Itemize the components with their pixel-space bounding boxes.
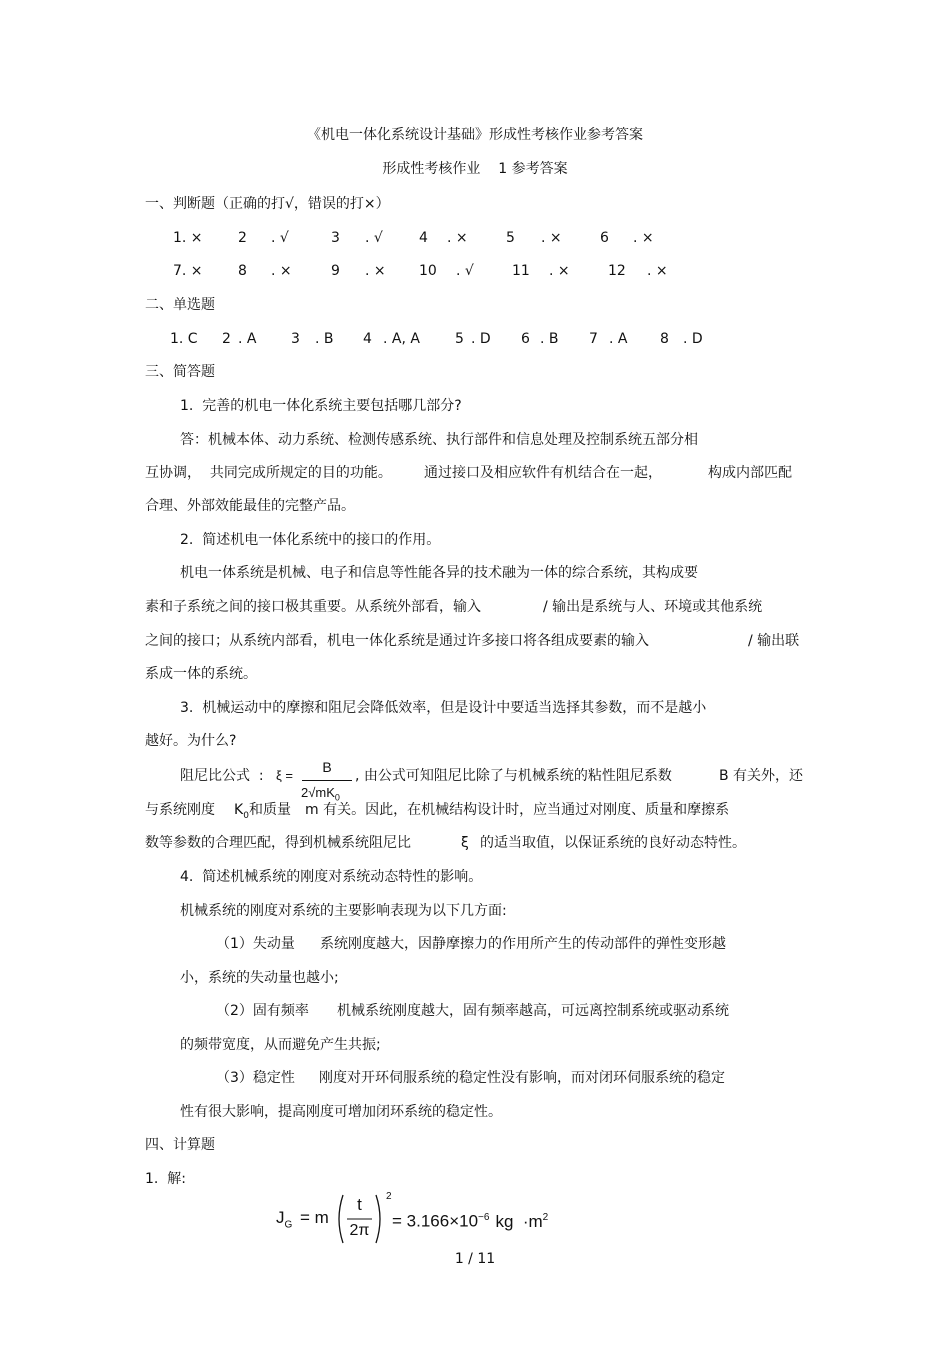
- answer-item: 10: [419, 263, 437, 279]
- answer-2-line: 素和子系统之间的接口极其重要。从系统外部看，输入: [145, 599, 481, 615]
- answer-item: . ×: [633, 230, 654, 246]
- question-2: 2. 简述机电一体化系统中的接口的作用。: [180, 532, 441, 548]
- answer-item: 1. C: [170, 331, 198, 347]
- fraction-bar: [302, 780, 352, 781]
- formula-fraction-numerator: t: [357, 1195, 362, 1214]
- answer-item: . ×: [365, 263, 386, 279]
- answer-1-line: 合理、外部效能最佳的完整产品。: [145, 498, 355, 514]
- answer-item: 3: [331, 230, 340, 246]
- answer-1-line: 互协调， 共同完成所规定的目的功能。: [145, 465, 392, 481]
- damping-explanation: , 由公式可知阻尼比除了与机械系统的粘性阻尼系数: [355, 768, 672, 784]
- answer-item: 8: [660, 331, 669, 347]
- section-heading-calculation: 四、计算题: [145, 1137, 215, 1153]
- answer-item: 12: [608, 263, 626, 279]
- answer-item: . √: [365, 230, 383, 246]
- document-subtitle: 形成性考核作业 1 参考答案: [382, 161, 568, 177]
- answer-item: . ×: [647, 263, 668, 279]
- stiffness-symbol: [234, 801, 249, 825]
- formula-unit-exponent: 2: [542, 1212, 549, 1223]
- answer-item: 2: [222, 331, 231, 347]
- document-title: 《机电一体化系统设计基础》形成性考核作业参考答案: [307, 127, 643, 143]
- question-3-line: 越好。为什么?: [145, 733, 237, 749]
- answer-item: . A, A: [383, 331, 420, 347]
- answer-1-line: 答：机械本体、动力系统、检测传感系统、执行部件和信息处理及控制系统五部分相: [180, 432, 698, 448]
- denominator-subscript: 0: [334, 792, 340, 803]
- answer-item: . ×: [447, 230, 468, 246]
- stiffness-letter: K: [234, 802, 244, 818]
- question-4: 4. 简述机械系统的刚度对系统动态特性的影响。: [180, 869, 483, 885]
- answer-3-line: 和质量: [249, 802, 291, 818]
- answer-4-point-text: 的频带宽度，从而避免产生共振;: [180, 1037, 381, 1053]
- formula-rhs: [392, 1208, 548, 1232]
- answer-4-point-text: 小，系统的失动量也越小;: [180, 970, 339, 986]
- answer-item: 6: [521, 331, 530, 347]
- formula-exponent: 2: [386, 1191, 392, 1202]
- answer-item: . ×: [541, 230, 562, 246]
- answer-2-line: / 输出联: [748, 633, 800, 649]
- answer-item: . A: [609, 331, 628, 347]
- answer-4-point-text: 刚度对开环伺服系统的稳定性没有影响，而对闭环伺服系统的稳定: [319, 1070, 725, 1086]
- formula-lhs-symbol: J: [276, 1208, 285, 1227]
- answer-item: . D: [683, 331, 703, 347]
- answer-item: . ×: [549, 263, 570, 279]
- answer-1-line: 构成内部匹配: [708, 465, 792, 481]
- answer-item: 4: [419, 230, 428, 246]
- section-heading-true-false: 一、判断题（正确的打√，错误的打×）: [145, 196, 390, 212]
- answer-item: 1. ×: [173, 230, 203, 246]
- answer-3-line: 与系统刚度: [145, 802, 215, 818]
- answer-item: 9: [331, 263, 340, 279]
- answer-4-point-text: 系统刚度越大，因静摩擦力的作用所产生的传动部件的弹性变形越: [320, 936, 726, 952]
- answer-item: 7: [589, 331, 598, 347]
- answer-2-line: 机电一体系统是机械、电子和信息等性能各异的技术融为一体的综合系统，其构成要: [180, 565, 698, 581]
- answer-item: . D: [471, 331, 491, 347]
- answer-2-line: 系成一体的系统。: [145, 666, 257, 682]
- answer-item: 6: [600, 230, 609, 246]
- answer-item: 3: [291, 331, 300, 347]
- denominator-text: 2√mK: [301, 785, 335, 800]
- answer-item: 2: [238, 230, 247, 246]
- formula-rhs-value: = 3.166×10: [392, 1211, 479, 1231]
- section-heading-single-choice: 二、单选题: [145, 297, 215, 313]
- answer-4-point-text: 机械系统刚度越大，固有频率越高，可远离控制系统或驱动系统: [337, 1003, 729, 1019]
- answer-item: 5: [455, 331, 464, 347]
- answer-4-point-text: 性有很大影响，提高刚度可增加闭环系统的稳定性。: [180, 1104, 502, 1120]
- answer-item: . ×: [271, 263, 292, 279]
- damping-ratio-symbol: ξ =: [276, 768, 294, 783]
- answer-item: . A: [238, 331, 257, 347]
- calculation-1-label: 1. 解:: [145, 1171, 186, 1187]
- answer-4-intro: 机械系统的刚度对系统的主要影响表现为以下几方面:: [180, 903, 507, 919]
- formula-unit: kg ·m: [495, 1211, 543, 1231]
- answer-2-line: 之间的接口；从系统内部看，机电一体化系统是通过许多接口将各组成要素的输入: [145, 633, 649, 649]
- formula-equals-m: = m: [300, 1208, 329, 1227]
- answer-3-line: 数等参数的合理匹配，得到机械系统阻尼比: [145, 835, 411, 851]
- answer-item: . √: [456, 263, 474, 279]
- formula-lhs-subscript: G: [284, 1219, 293, 1231]
- answer-item: 7. ×: [173, 263, 203, 279]
- formula-lhs: [276, 1208, 292, 1235]
- answer-item: . B: [315, 331, 334, 347]
- answer-4-point-label: （3）稳定性: [216, 1070, 295, 1086]
- answer-item: . √: [271, 230, 289, 246]
- answer-item: 5: [506, 230, 515, 246]
- answer-4-point-label: （1）失动量: [216, 936, 295, 952]
- page-number: 1 / 11: [454, 1251, 496, 1267]
- answer-2-line: / 输出是系统与人、环境或其他系统: [543, 599, 763, 615]
- question-1: 1. 完善的机电一体化系统主要包括哪几部分?: [180, 398, 462, 414]
- damping-formula-lead: 阻尼比公式 :: [180, 768, 264, 784]
- damping-ratio-symbol-inline: ξ: [461, 835, 469, 851]
- damping-explanation-b: B 有关外，还: [719, 768, 804, 784]
- answer-3-line: 的适当取值，以保证系统的良好动态特性。: [480, 835, 746, 851]
- answer-item: 4: [363, 331, 372, 347]
- formula-numerator: B: [322, 759, 332, 775]
- answer-4-point-label: （2）固有频率: [216, 1003, 309, 1019]
- stiffness-subscript: 0: [243, 810, 249, 821]
- answer-item: 11: [512, 263, 530, 279]
- section-heading-short-answer: 三、简答题: [145, 364, 215, 380]
- answer-item: . B: [540, 331, 559, 347]
- answer-1-line: 通过接口及相应软件有机结合在一起，: [424, 465, 662, 481]
- answer-item: 8: [238, 263, 247, 279]
- question-3-line: 3. 机械运动中的摩擦和阻尼会降低效率，但是设计中要适当选择其参数，而不是越小: [180, 700, 707, 716]
- answer-3-line: m 有关。因此，在机械结构设计时，应当通过对刚度、质量和摩擦系: [305, 802, 730, 818]
- formula-fraction-denominator: 2π: [349, 1222, 370, 1239]
- formula-rhs-exponent: −6: [478, 1212, 490, 1223]
